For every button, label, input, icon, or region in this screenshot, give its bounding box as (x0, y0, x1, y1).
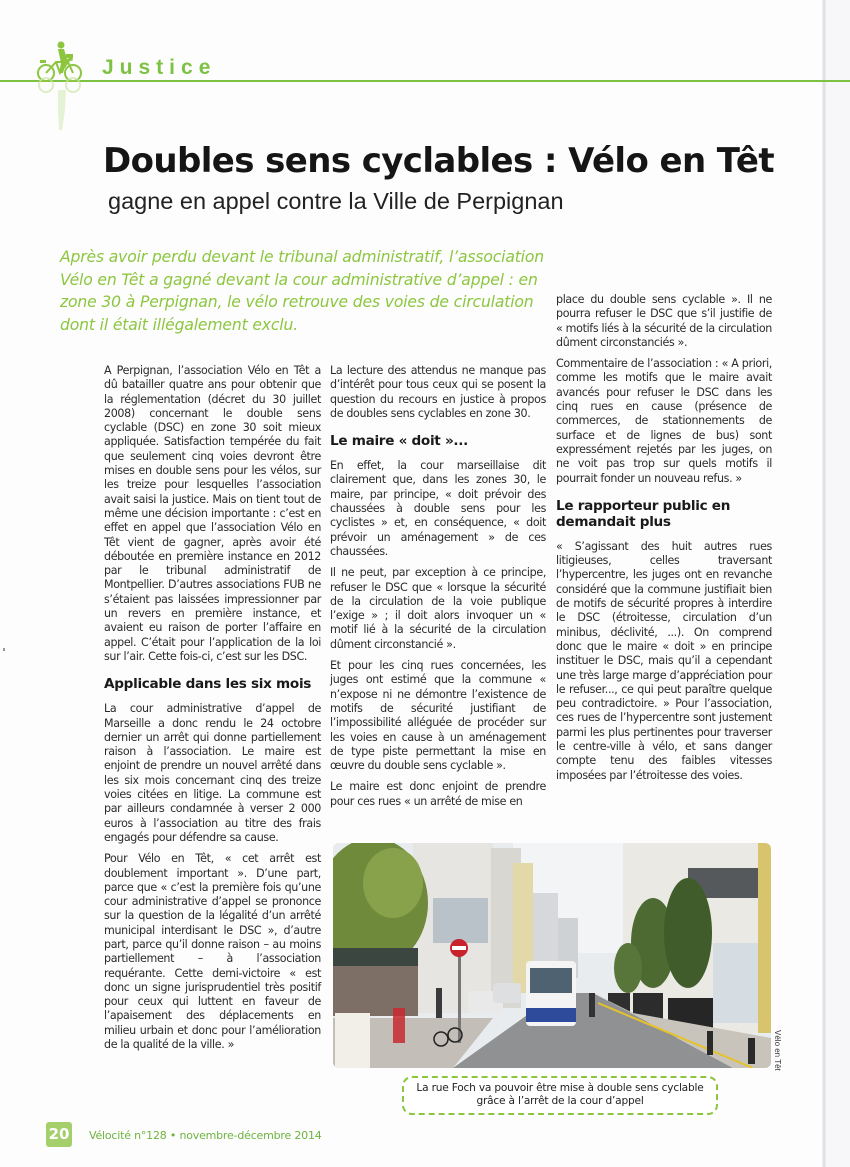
publication-info: Vélocité n°128 • novembre-décembre 2014 (89, 1129, 322, 1142)
text-column-3 (556, 293, 772, 790)
paragraph: « S’agissant des huit autres rues litigieuses, celles traversant l’hypercentre, les juges ont en revanche considéré que la commune justifiait bien de motifs de sécurité propres à interdire le DSC (étroitesse, circulation d’un minibus, déclivité, ...). On comprend donc que le maire « doit » en principe instituer le DSC, mais qu’il a cependant une très large marge d’appréciation pour le refuser..., ce qui peut paraître quelque peu contradictoire. » Pour l’association, ces rues de l’hypercentre sont justement parmi les plus pertinentes pour traverser le centre-ville à vélo, et sans danger compte tenu des faibles vitesses imposées par l’étroitesse des voies. (556, 539, 772, 782)
caption-line: La rue Foch va pouvoir être mise à double sens cyclable (416, 1082, 704, 1094)
section-heading: Le rapporteur public en demandait plus (556, 497, 731, 530)
text-column-2 (330, 364, 546, 816)
paragraph: place du double sens cyclable ». Il ne pourra refuser le DSC que s’il justifie de « motifs liés à la sécurité de la circulation dûment circonstanciés ». (556, 293, 772, 349)
scan-mark (3, 648, 5, 651)
article-subtitle: gagne en appel contre la Ville de Perpignan (108, 188, 564, 214)
cyclist-icon (36, 40, 86, 136)
paragraph: Pour Vélo en Têt, « cet arrêt est doublement important ». D’une part, parce que « c’est la première fois qu’une cour administrative d’appel se prononce sur la question de la légalité d’un arrêté municipal interdisant le DSC », d’autre part, parce qu’il donne raison – au moins partiellement – à l’association requérante. Cette demi-victoire « est donc un signe jurisprudentiel très positif pour ceux qui luttent en faveur de l’apaisement des déplacements en milieu urbain et donc pour l’amélioration de la qualité de la ville. » (104, 852, 321, 1052)
article-title: Doubles sens cyclables : Vélo en Têt (103, 141, 774, 181)
paragraph: A Perpignan, l’association Vélo en Têt a dû batailler quatre ans pour obtenir que la réglementation (décret du 30 juillet 2008) concernant le double sens cyclable (DSC) en zone 30 soit mieux appliquée. Satisfaction tempérée du fait que seulement cinq voies devront être mises en double sens pour les vélos, sur les treize pour lesquelles l’association avait saisi la justice. Mais on tient tout de même une décision importante : c’est en effet en appel que l’association Vélo en Têt vient de gagner, après avoir été déboutée en première instance en 2012 par le tribunal administratif de Montpellier. D’autres associations FUB ne s’étaient pas laissées impressionner par un revers en première instance, et avaient eu raison de porter l’affaire en appel. C’était pour l’application de la loi sur l’air. Cette fois-ci, c’est sur les DSC. (104, 364, 321, 663)
paragraph: Commentaire de l’association : « A priori, comme les motifs que le maire avait avancés pour refuser le DSC dans les cinq rues en cause (présence de commerces, de stationnements de surface et de lignes de bus) sont expressément rejetés par les juges, on ne voit pas trop sur quels motifs il pourrait fonder un nouveau refus. » (556, 357, 772, 485)
photo-caption (402, 1076, 718, 1115)
photo-credit: Vélo en Têt (773, 1030, 782, 1071)
text-column-1 (104, 364, 321, 1059)
section-title: Justice (102, 56, 217, 79)
street-photo (333, 843, 771, 1068)
caption-line: grâce à l’arrêt de la cour d’appel (476, 1095, 644, 1107)
adjacent-page-margin (826, 0, 850, 1167)
section-heading: Applicable dans les six mois (104, 676, 312, 693)
section-rule (0, 80, 850, 82)
paragraph: La cour administrative d’appel de Marseille a donc rendu le 24 octobre dernier un arrêt qui donne partiellement raison à l’association. Le maire est enjoint de prendre un nouvel arrêté dans les six mois concernant cinq des treize voies citées en litige. La commune est par ailleurs condamnée à verser 2 000 euros à l’association au titre des frais engagés pour défendre sa cause. (104, 702, 321, 844)
article-lead: Après avoir perdu devant le tribunal administratif, l’association Vélo en Têt a gagné devant la cour administrative d’appel : en zone 30 à Perpignan, le vélo retrouve des voies de circulation dont il était illégalement exclu. (60, 248, 544, 334)
paragraph: La lecture des attendus ne manque pas d’intérêt pour tous ceux qui se posent la question du recours en justice à propos de doubles sens cyclables en zone 30. (330, 364, 546, 420)
street-scene-illustration (333, 843, 771, 1068)
paragraph: Le maire est donc enjoint de prendre pour ces rues « un arrêté de mise en (330, 780, 546, 808)
paragraph: Il ne peut, par exception à ce principe, refuser le DSC que « lorsque la sécurité de la circulation de la voie publique l’exige » ; il doit alors invoquer un « motif lié à la sécurité de la circulation dûment circonstancié ». (330, 566, 546, 651)
page-number: 20 (46, 1122, 72, 1147)
paragraph: Et pour les cinq rues concernées, les juges ont estimé que la commune « n’expose ni ne démontre l’existence de motifs de sécurité justifiant de l’impossibilité alléguée de procéder sur les voies en cause à un aménagement de type piste permettant la mise en œuvre du double sens cyclable ». (330, 659, 546, 773)
section-heading: Le maire « doit »... (330, 433, 469, 450)
paragraph: En effet, la cour marseillaise dit clairement que, dans les zones 30, le maire, par principe, « doit prévoir des chaussées à double sens pour les cyclistes » et, en conséquence, « doit prévoir un aménagement » de ces chaussées. (330, 459, 546, 558)
